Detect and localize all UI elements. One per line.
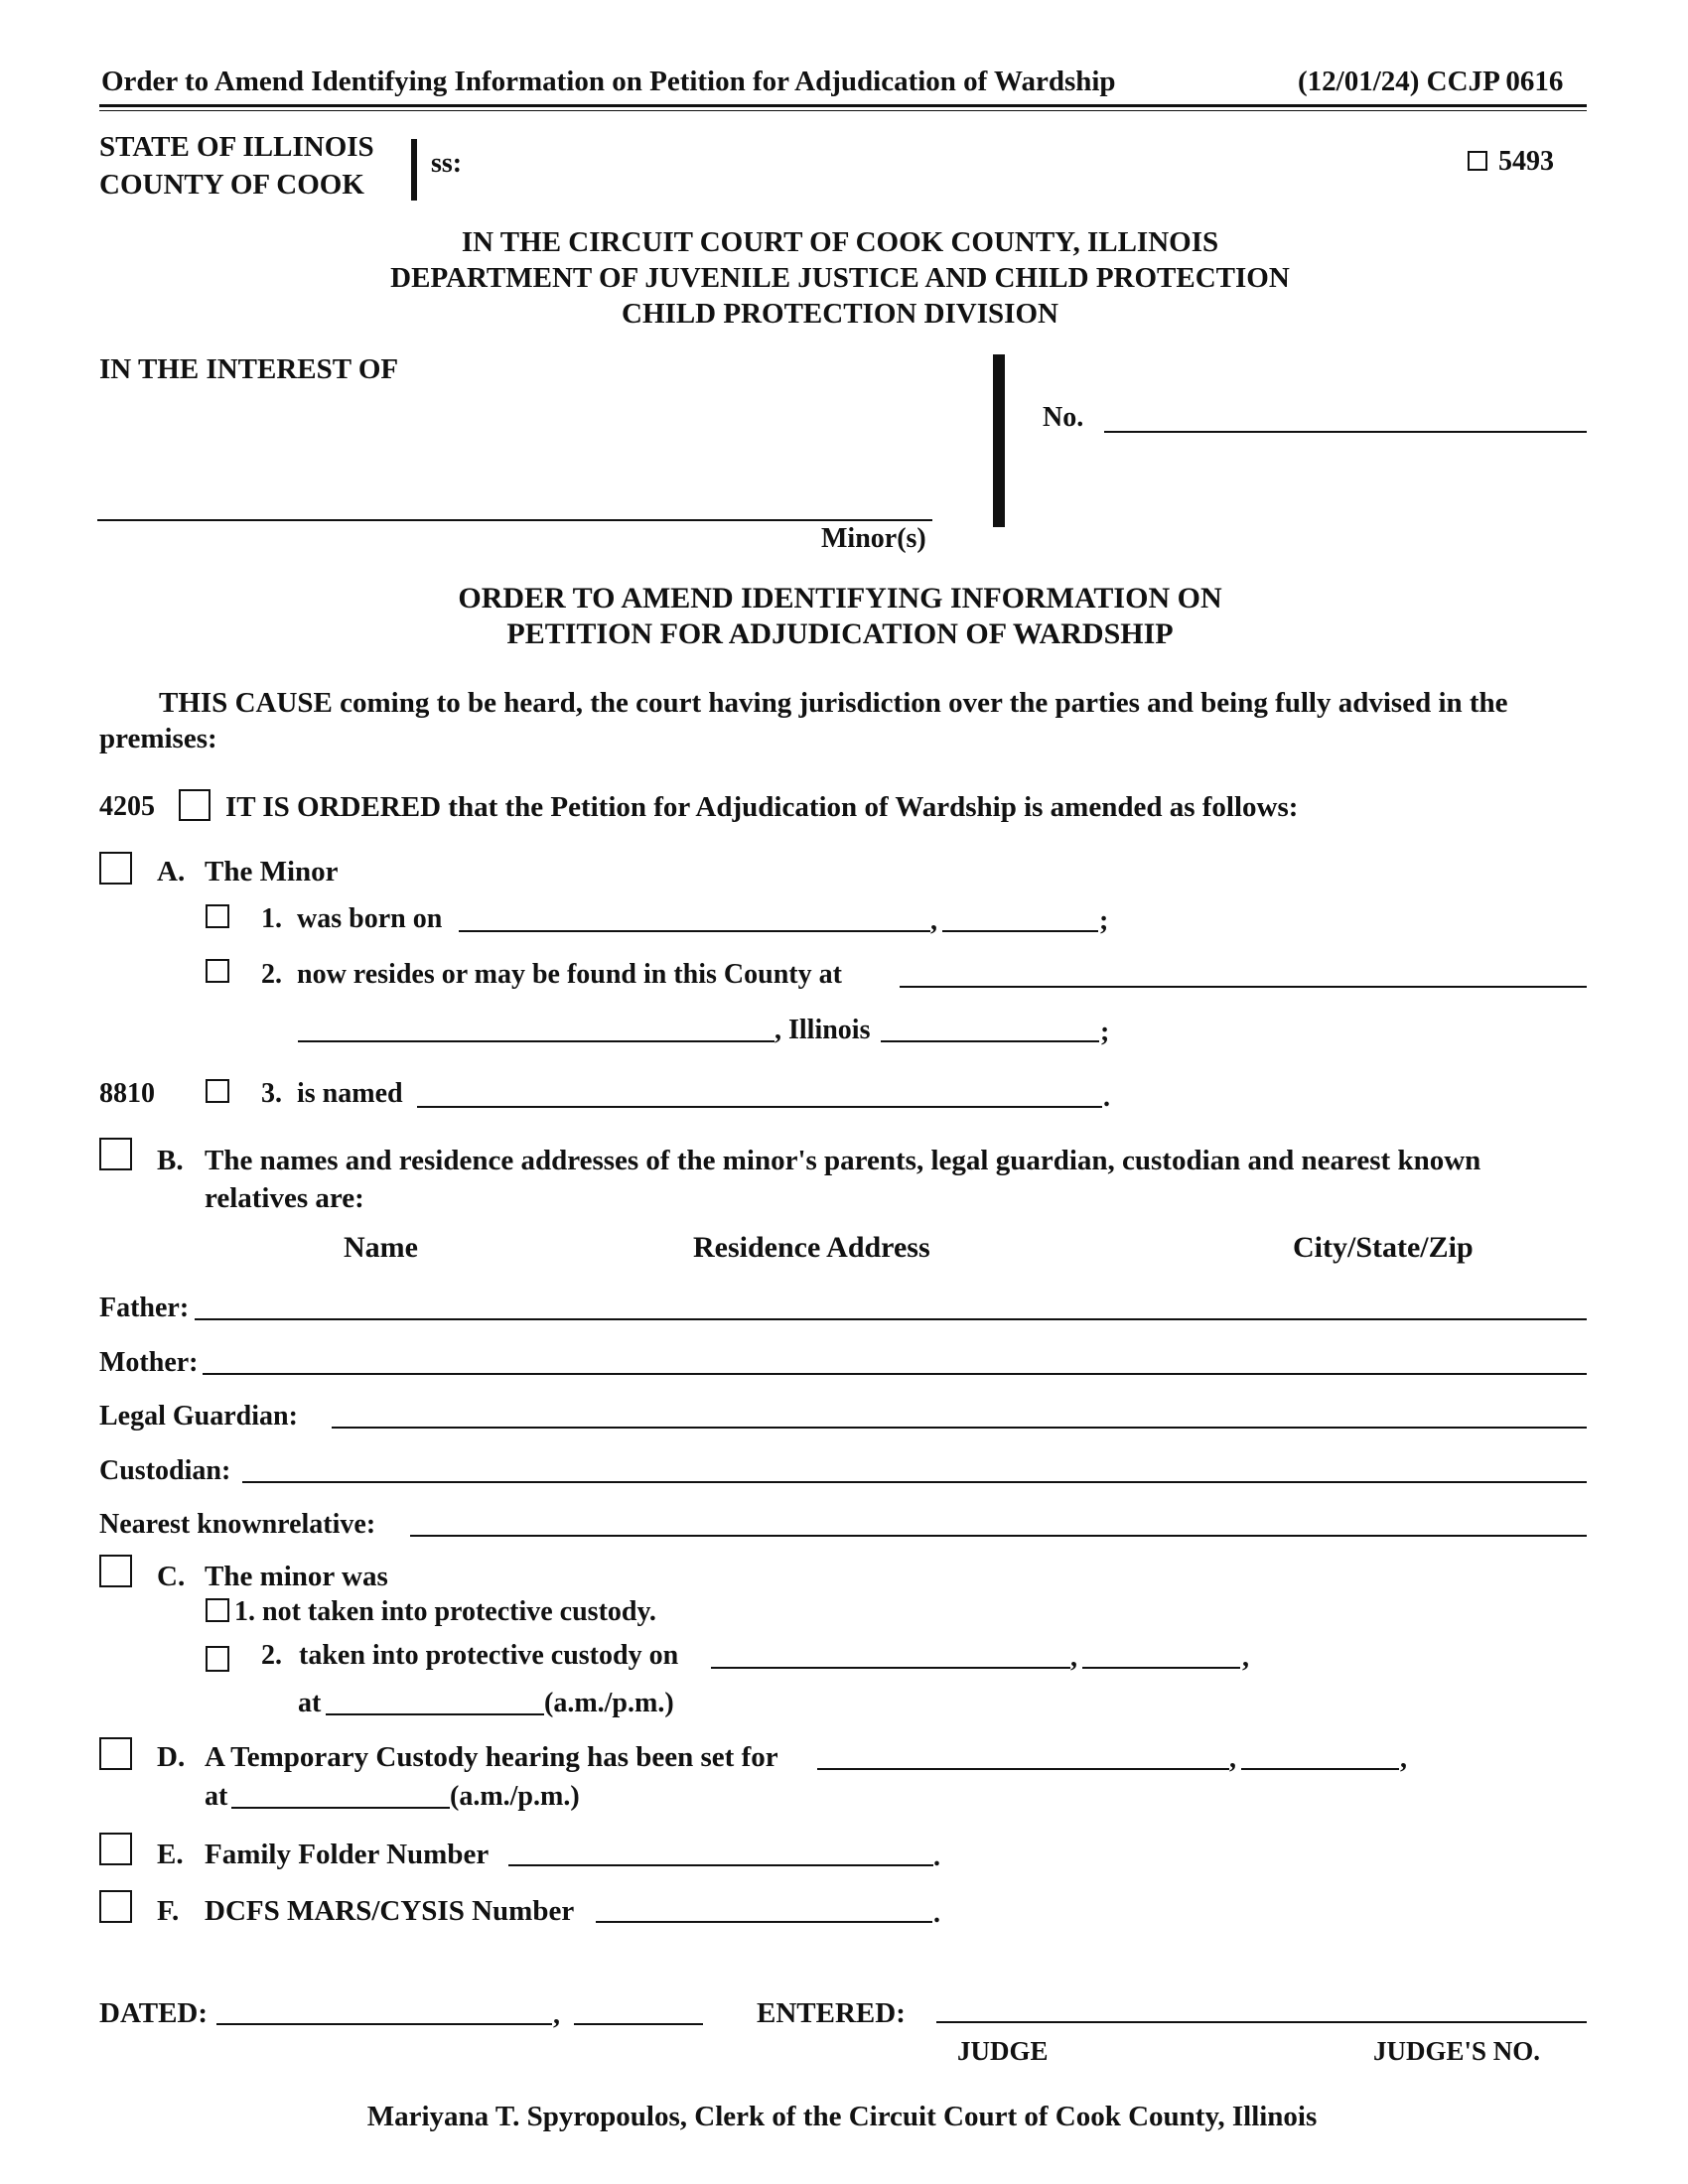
nearest-relative-label: Nearest knownrelative: — [99, 1509, 376, 1540]
hearing-time-field[interactable] — [231, 1807, 450, 1809]
family-folder-field[interactable] — [508, 1864, 933, 1866]
c2-at-label: at — [298, 1688, 322, 1718]
comma-sep: , — [1229, 1743, 1236, 1774]
section-c-label: The minor was — [205, 1561, 388, 1592]
residence-address-field[interactable] — [900, 986, 1587, 988]
residence-zip-field[interactable] — [881, 1040, 1099, 1042]
checkbox-a1[interactable] — [206, 904, 229, 928]
period-sep: . — [933, 1898, 940, 1929]
comma-sep: , — [553, 1999, 560, 2030]
semicolon-sep: ; — [1099, 905, 1109, 936]
checkbox-section-c[interactable] — [99, 1555, 132, 1587]
comma-sep: , — [1242, 1642, 1249, 1673]
mother-field[interactable] — [203, 1373, 1587, 1375]
section-f-letter: F. — [157, 1895, 180, 1927]
header-rule-thick — [99, 104, 1587, 107]
d-at-label: at — [205, 1781, 228, 1812]
court-line-3: CHILD PROTECTION DIVISION — [622, 298, 1058, 330]
minor-name-field[interactable] — [97, 519, 932, 521]
comma-sep: , — [930, 905, 937, 936]
code-4205: 4205 — [99, 791, 155, 822]
court-line-2: DEPARTMENT OF JUVENILE JUSTICE AND CHILD PROTECTION — [390, 262, 1290, 294]
comma-sep: , — [1400, 1743, 1407, 1774]
section-a-letter: A. — [157, 856, 186, 887]
a3-number: 3. — [261, 1078, 282, 1109]
section-c-letter: C. — [157, 1561, 186, 1592]
venue-county: COUNTY OF COOK — [99, 169, 364, 201]
a1-number: 1. — [261, 903, 282, 934]
hearing-date-field[interactable] — [817, 1768, 1229, 1770]
case-no-label: No. — [1043, 402, 1084, 433]
section-e-text: Family Folder Number — [205, 1839, 490, 1870]
period-sep: . — [933, 1842, 940, 1872]
legal-guardian-label: Legal Guardian: — [99, 1401, 298, 1432]
illinois-label: , Illinois — [774, 1015, 871, 1045]
section-d-text: A Temporary Custody hearing has been set for — [205, 1741, 778, 1773]
checkbox-a3[interactable] — [206, 1079, 229, 1103]
judge-no-label: JUDGE'S NO. — [1373, 2036, 1541, 2066]
order-title-line-1: ORDER TO AMEND IDENTIFYING INFORMATION ON — [458, 582, 1222, 614]
venue-ss: ss: — [431, 148, 463, 179]
nearest-relative-field[interactable] — [410, 1535, 1587, 1537]
minor-named-field[interactable] — [417, 1106, 1102, 1108]
comma-sep: , — [1070, 1642, 1077, 1673]
a3-text: is named — [297, 1078, 403, 1109]
section-b-line-1: The names and residence addresses of the minor's parents, legal guardian, custodian and nearest known — [205, 1145, 1481, 1176]
section-a-label: The Minor — [205, 856, 339, 887]
judge-signature-field[interactable] — [936, 2021, 1587, 2023]
minors-label: Minor(s) — [821, 523, 926, 554]
code-5493: 5493 — [1498, 146, 1554, 177]
father-field[interactable] — [195, 1318, 1587, 1320]
c1-text: 1. not taken into protective custody. — [234, 1596, 656, 1627]
court-line-1: IN THE CIRCUIT COURT OF COOK COUNTY, ILLINOIS — [461, 226, 1219, 258]
a2-text: now resides or may be found in this County at — [297, 959, 842, 990]
section-b-letter: B. — [157, 1145, 184, 1176]
col-name-header: Name — [344, 1231, 418, 1264]
custodian-label: Custodian: — [99, 1455, 231, 1486]
birth-date-field[interactable] — [459, 930, 930, 932]
custody-date-field[interactable] — [711, 1667, 1070, 1669]
dated-field[interactable] — [216, 2023, 552, 2025]
dated-label: DATED: — [99, 1997, 209, 2029]
checkbox-section-d[interactable] — [99, 1737, 132, 1770]
header-rule-thin — [99, 110, 1587, 111]
semicolon-sep: ; — [1100, 1017, 1110, 1047]
col-address-header: Residence Address — [693, 1231, 930, 1264]
mars-cysis-field[interactable] — [596, 1921, 932, 1923]
form-title: Order to Amend Identifying Information on Petition for Adjudication of Wardship — [101, 66, 1116, 97]
interest-of-label: IN THE INTEREST OF — [99, 353, 399, 385]
entered-label: ENTERED: — [757, 1997, 906, 2029]
judge-label: JUDGE — [957, 2036, 1049, 2066]
hearing-year-field[interactable] — [1241, 1768, 1399, 1770]
order-title-line-2: PETITION FOR ADJUDICATION OF WARDSHIP — [506, 617, 1174, 650]
c2-number: 2. — [261, 1640, 282, 1671]
checkbox-4205[interactable] — [179, 789, 211, 821]
custody-year-field[interactable] — [1082, 1667, 1240, 1669]
custodian-field[interactable] — [242, 1481, 1587, 1483]
period-sep: . — [1103, 1082, 1110, 1113]
checkbox-5493[interactable] — [1468, 151, 1487, 171]
venue-bracket — [411, 139, 417, 201]
residence-city-field[interactable] — [298, 1040, 774, 1042]
a2-number: 2. — [261, 959, 282, 990]
clerk-line: Mariyana T. Spyropoulos, Clerk of the Circuit Court of Cook County, Illinois — [366, 2101, 1318, 2132]
c2-text: taken into protective custody on — [299, 1640, 679, 1671]
section-b-line-2: relatives are: — [205, 1182, 364, 1214]
checkbox-c2[interactable] — [206, 1646, 229, 1672]
mother-label: Mother: — [99, 1347, 199, 1378]
code-8810: 8810 — [99, 1078, 155, 1109]
checkbox-c1[interactable] — [206, 1598, 229, 1622]
section-d-letter: D. — [157, 1741, 186, 1773]
form-code: (12/01/24) CCJP 0616 — [1298, 66, 1564, 97]
a1-text: was born on — [297, 903, 443, 934]
checkbox-section-a[interactable] — [99, 852, 132, 885]
checkbox-a2[interactable] — [206, 959, 229, 983]
c2-ampm: (a.m./p.m.) — [544, 1688, 674, 1718]
checkbox-section-b[interactable] — [99, 1138, 132, 1170]
custody-time-field[interactable] — [326, 1713, 544, 1715]
birth-year-field[interactable] — [942, 930, 1098, 932]
caption-divider — [993, 354, 1005, 527]
dated-year-field[interactable] — [574, 2023, 703, 2025]
legal-guardian-field[interactable] — [332, 1427, 1587, 1429]
d-ampm: (a.m./p.m.) — [450, 1781, 580, 1812]
intro-line-2: premises: — [99, 723, 217, 754]
case-number-field[interactable] — [1104, 431, 1587, 433]
intro-line-1: THIS CAUSE coming to be heard, the court having jurisdiction over the parties and being fully advised in the — [159, 687, 1508, 719]
order-text: IT IS ORDERED that the Petition for Adjudication of Wardship is amended as follows: — [225, 791, 1299, 823]
section-e-letter: E. — [157, 1839, 184, 1870]
father-label: Father: — [99, 1293, 190, 1323]
col-city-header: City/State/Zip — [1293, 1231, 1474, 1264]
venue-state: STATE OF ILLINOIS — [99, 131, 374, 163]
section-f-text: DCFS MARS/CYSIS Number — [205, 1895, 575, 1927]
checkbox-section-f[interactable] — [99, 1890, 132, 1923]
checkbox-section-e[interactable] — [99, 1833, 132, 1865]
